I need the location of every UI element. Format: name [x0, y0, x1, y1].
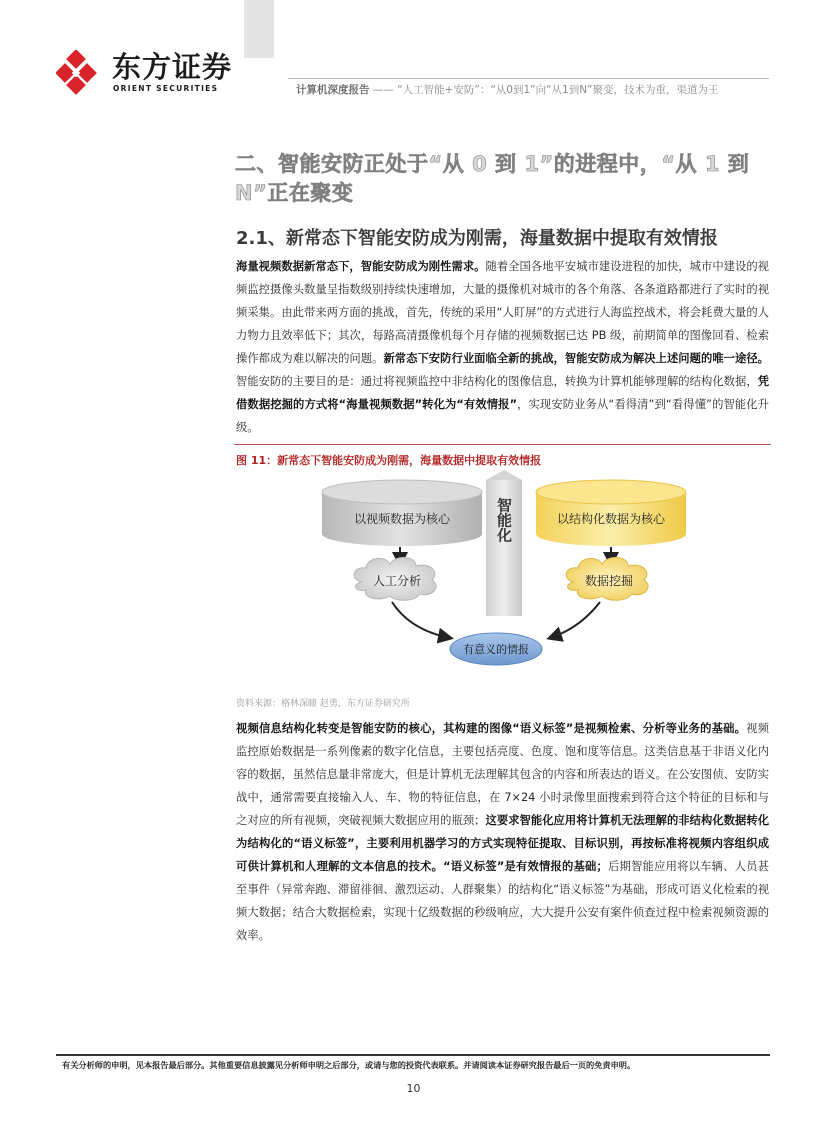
company-logo — [56, 50, 236, 96]
report-title: “人工智能+安防”：“从0到1”向“从1到N”聚变，技术为重，渠道为王 — [397, 84, 719, 96]
figure-rule — [234, 444, 771, 445]
left-box-label: 以视频数据为核心 — [353, 512, 451, 526]
para1-emphasis-2: 凭借数据挖掘的方式将“海量视频数据”转化为“有效情报” — [236, 375, 769, 411]
para1-lead: 海量视频数据新常态下，智能安防成为刚性需求。 — [236, 260, 486, 273]
para2-emphasis: 这要求智能化应用将计算机无法理解的非结构化数据转化为结构化的“语义标签”，主要利用机器学习的方式实现特征提取、目标识别，再按标准将视频内容组织成可供计算机和人理解的文本信息的技术。“语义标签”是有效情报的基础； — [236, 814, 769, 873]
footer-disclaimer: 有关分析师的申明，见本报告最后部分。其他重要信息披露见分析师申明之后部分，或请与您的投资代表联系。并请阅读本证券研究报告最后一页的免责申明。 — [62, 1060, 636, 1070]
logo-name-cn: 东方证券 — [112, 50, 233, 84]
figure-source: 资料来源：格林深瞳 赵勇，东方证券研究所 — [236, 699, 410, 709]
running-header — [296, 82, 719, 97]
subsection-title: 2.1、新常态下智能安防成为刚需，海量数据中提取有效情报 — [236, 228, 718, 249]
para1-text-3: ，实现安防业务从“看得清”到“看得懂”的智能化升级。 — [236, 398, 769, 434]
body-paragraph-1 — [236, 255, 769, 439]
left-curve-arrow — [392, 602, 450, 638]
orient-logo-icon — [56, 50, 102, 96]
para1-text-2: 智能安防的主要目的是：通过将视频监控中非结构化的图像信息，转换为计算机能够理解的结构化数据， — [236, 375, 758, 388]
para1-emphasis-1: 新常态下安防行业面临全新的挑战，智能安防成为解决上述问题的唯一途径。 — [383, 352, 769, 365]
result-label: 有意义的情报 — [463, 643, 529, 656]
header-rule — [288, 78, 769, 79]
middle-label: 智能化 — [495, 497, 513, 543]
para2-text-1: 视频监控原始数据是一系列像素的数字化信息，主要包括亮度、色度、饱和度等信息。这类信息基于非语义化内容的数据，虽然信息量非常庞大，但是计算机无法理解其包含的内容和所表达的语义。在公安图侦、安防实战中，通常需要直接输入人、车、物的特征信息，在 7×24 小时录像里面搜索到符合这个特征的目标和与之对应的所有视频，突破视频大数据应用的瓶颈； — [236, 722, 769, 827]
footer-rule — [56, 1054, 770, 1056]
left-cloud-label: 人工分析 — [372, 574, 422, 588]
body-paragraph-2 — [236, 717, 769, 947]
section-title: 二、智能安防正处于“从 0 到 1”的进程中，“从 1 到 N”正在聚变 — [235, 152, 750, 205]
logo-name-en: ORIENT SECURITIES — [113, 84, 219, 93]
middle-bar — [486, 470, 522, 616]
header-separator: —— — [372, 84, 394, 96]
right-cloud-label: 数据挖掘 — [584, 574, 634, 588]
right-box-label: 以结构化数据为核心 — [556, 512, 666, 526]
figure-diagram — [300, 470, 700, 680]
header-decoration — [244, 0, 274, 58]
page-number: 10 — [406, 1082, 421, 1095]
para1-text-1: 随着全国各地平安城市建设进程的加快，城市中建设的视频监控摄像头数量呈指数级别持续快速增加，大量的摄像机对城市的各个角落、各条道路都进行了实时的视频采集。由此带来两方面的挑战，首先，传统的采用“人盯屏”的方式进行人海监控战术，将会耗费大量的人力物力且效率低下；其次，每路高清摄像机每个月存储的视频数据已达 PB 级，前期简单的图像回看、检索操作都成为难以解决的问题。 — [236, 260, 769, 365]
right-curve-arrow — [550, 602, 600, 638]
report-type: 计算机深度报告 — [296, 84, 370, 96]
para2-lead: 视频信息结构化转变是智能安防的核心，其构建的图像“语义标签”是视频检索、分析等业务的基础。 — [236, 722, 747, 735]
para2-text-2: 后期智能应用将以车辆、人员甚至事件（异常奔跑、滞留徘徊、激烈运动、人群聚集）的结构化“语义标签”为基础，形成可语义化检索的视频大数据；结合大数据检索，实现十亿级数据的秒级响应，大大提升公安有案件侦查过程中检索视频资源的效率。 — [236, 860, 769, 942]
figure-title: 图 11：新常态下智能安防成为刚需，海量数据中提取有效情报 — [236, 454, 542, 467]
